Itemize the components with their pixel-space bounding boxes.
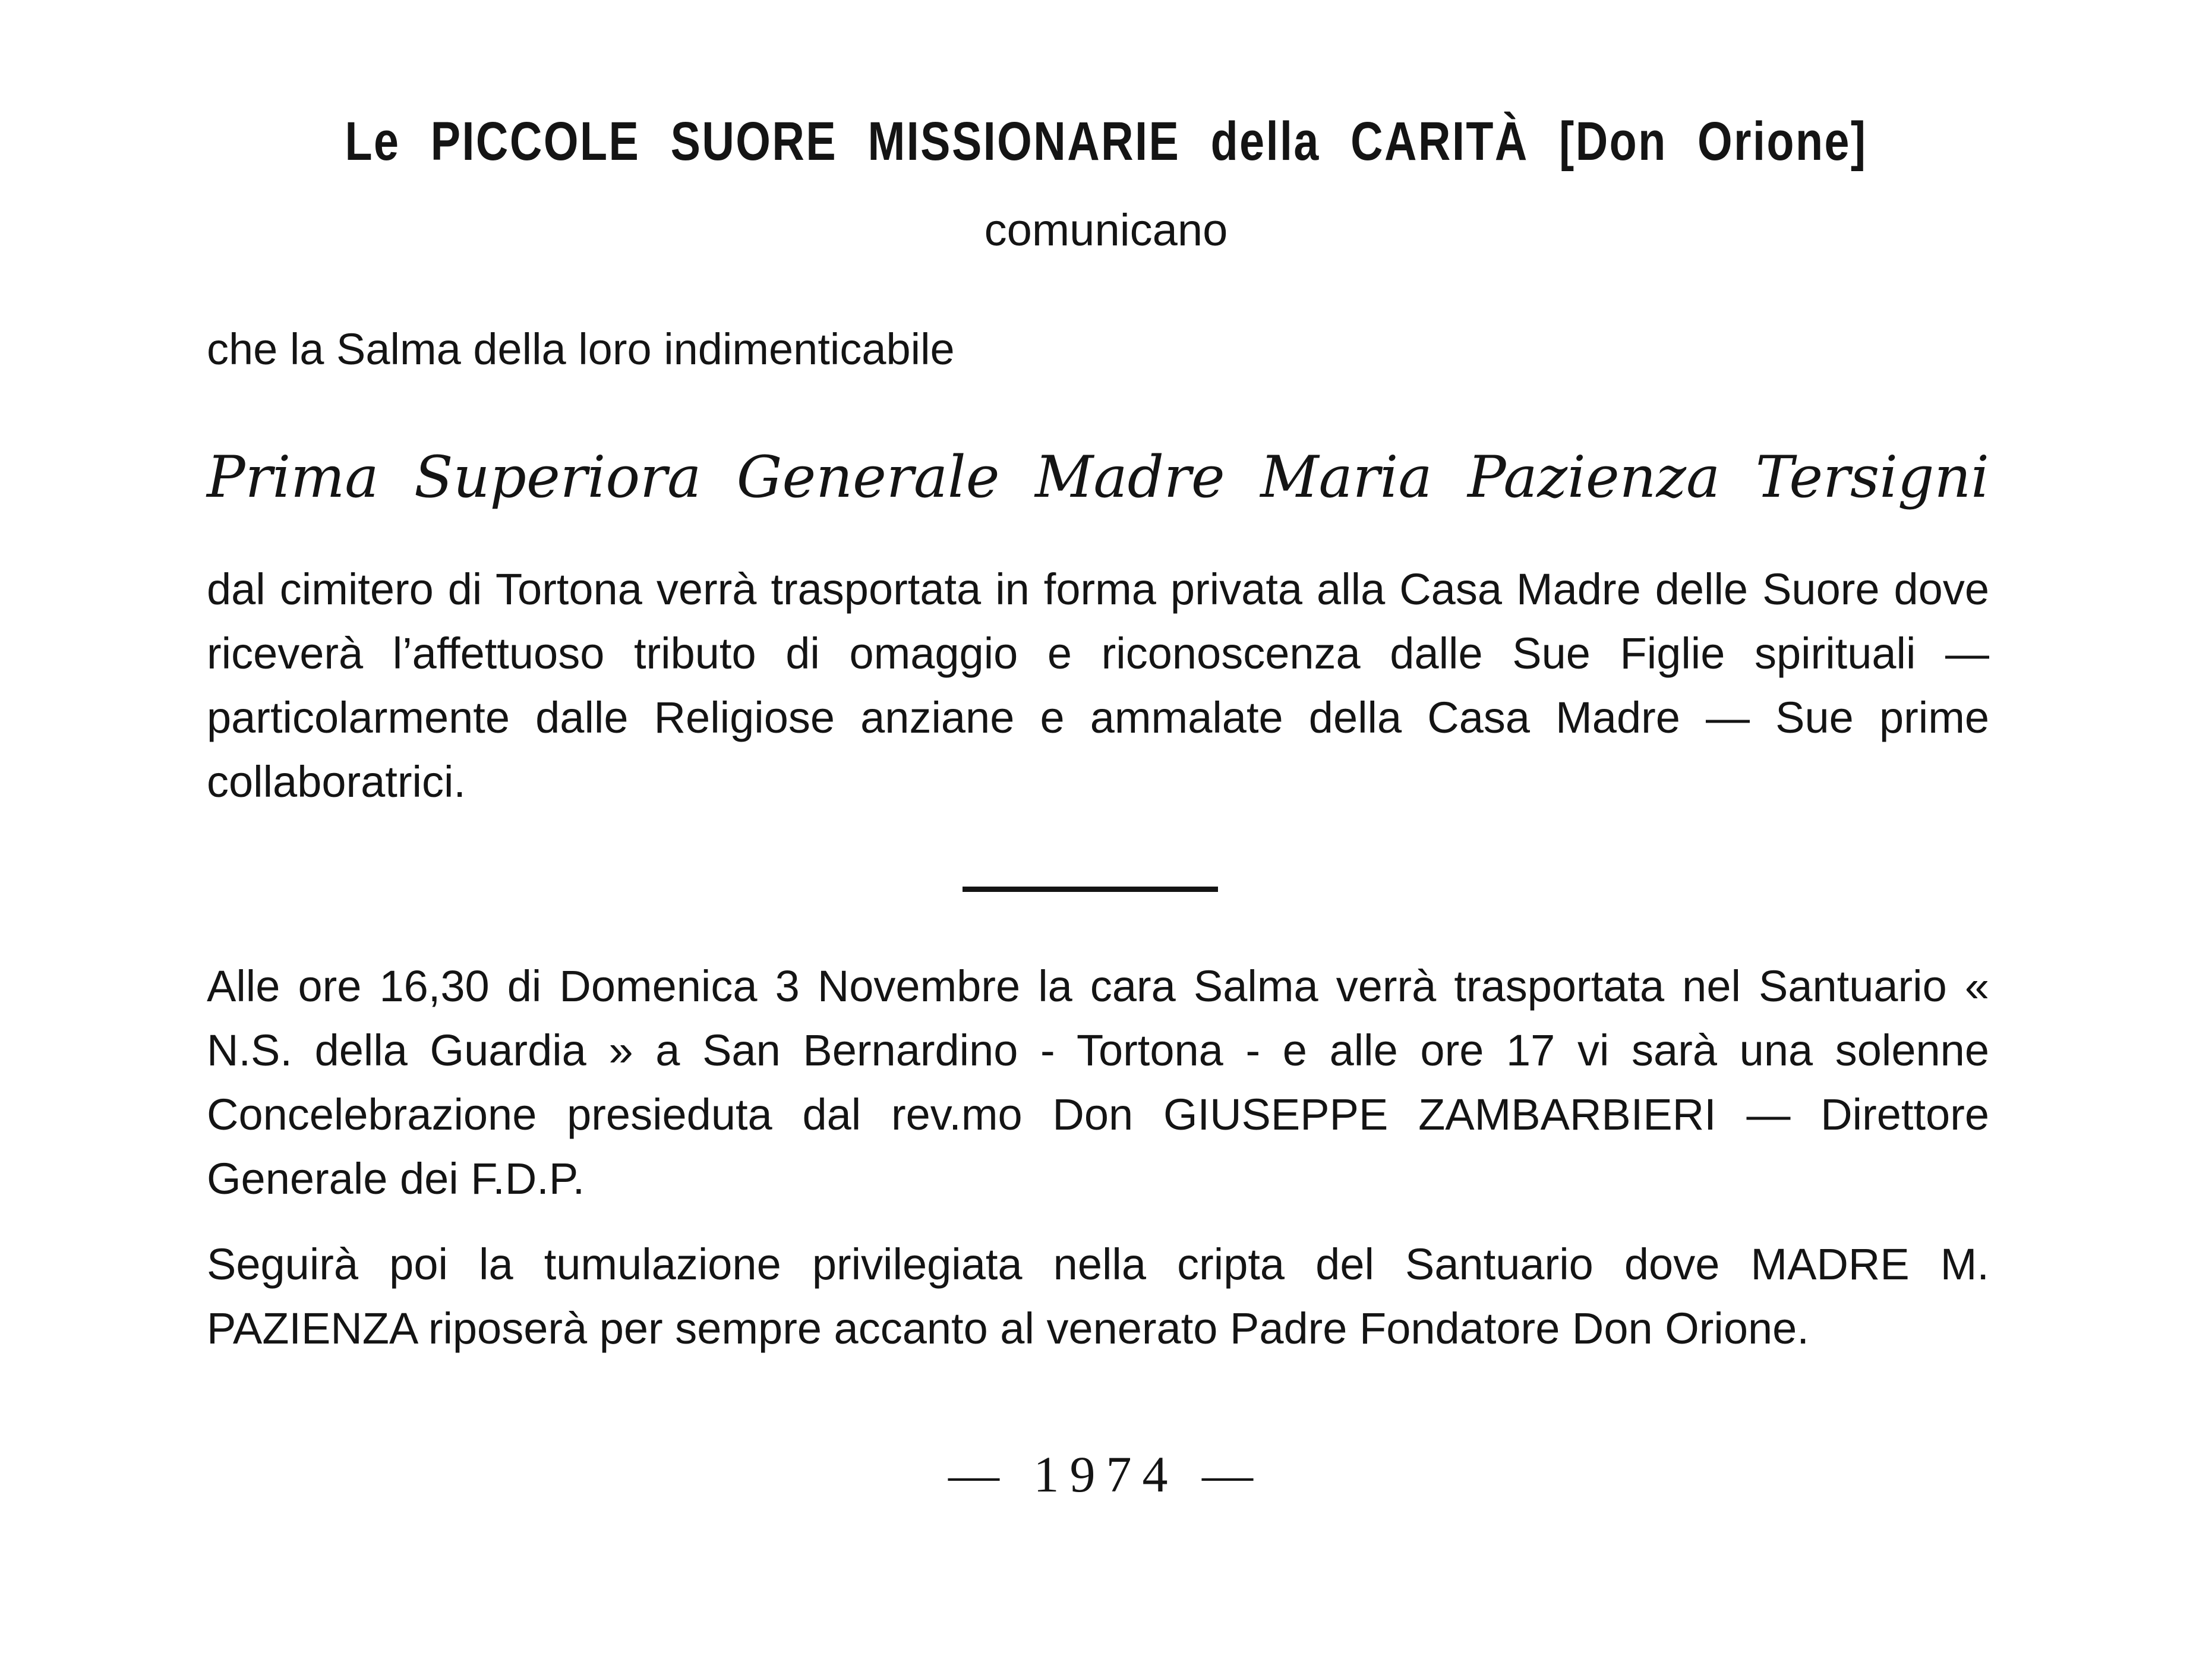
intro-line: che la Salma della loro indimenticabile	[207, 324, 955, 374]
page-title: Le PICCOLE SUORE MISSIONARIE della CARITÀ [Don Orione]	[345, 111, 1867, 172]
name-line: Prima Superiora Generale Madre Maria Pazienza Tersigni	[207, 444, 1989, 510]
divider	[963, 887, 1218, 892]
paragraph-1: dal cimitero di Tortona verrà trasportata in forma privata alla Casa Madre delle Suore dove riceverà l’affettuoso tributo di omaggio e riconoscenza dalle Sue Figlie spirituali — particolarmente dalle Religiose anziane e ammalate della Casa Madre — Sue prime collaboratrici.	[207, 565, 1989, 806]
subheading: comunicano	[984, 205, 1228, 256]
year-line: — 1974 —	[948, 1446, 1264, 1503]
paragraph-3: Seguirà poi la tumulazione privilegiata nella cripta del Santuario dove MADRE M. PAZIENZA riposerà per sempre accanto al venerato Padre Fondatore Don Orione.	[207, 1240, 1989, 1353]
paragraph-2: Alle ore 16,30 di Domenica 3 Novembre la cara Salma verrà trasportata nel Santuario « N.S. della Guardia » a San Bernardino - Tortona - e alle ore 17 vi sarà una solenne Concelebrazione presieduta dal rev.mo Don GIUSEPPE ZAMBARBIERI — Direttore Generale dei F.D.P.	[207, 961, 1989, 1203]
